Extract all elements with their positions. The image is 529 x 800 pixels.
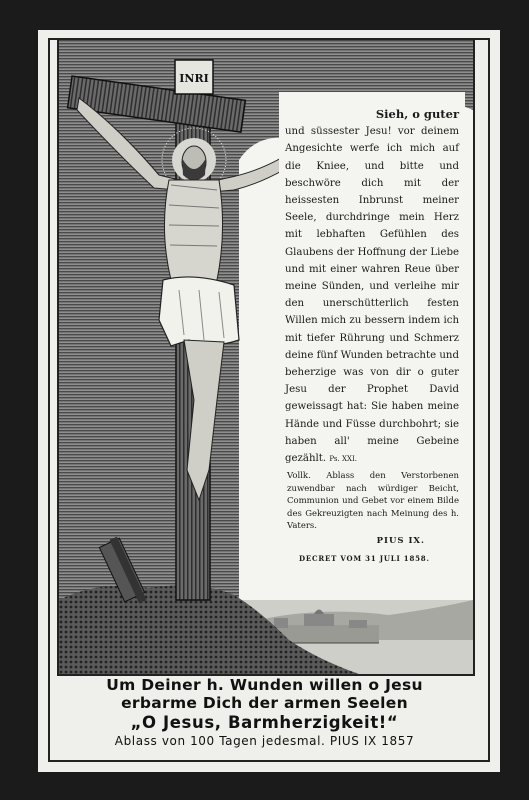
- prayer-panel: [279, 92, 465, 584]
- indulgence-text: Vollk. Ablass den Verstorbenen zuwendbar nach würdiger Beicht, Communion und Gebet vor einem Bilde des Gekreuzigten nach Meinung des h. Vaters.: [287, 471, 459, 532]
- caption-line-2: erbarme Dich der armen Seelen: [121, 694, 408, 712]
- prayer-opening: Sieh, o guter: [375, 107, 459, 121]
- psalm-reference: Ps. XXI.: [329, 455, 357, 464]
- prayer-body: und süssester Jesu! vor deinem Angesichte werfe ich mich auf die Kniee, und bitte und beschwöre dich mit der heissesten Inbrunst meiner Seele, durchdringe mein Herz mit lebhaften Gefühlen des Glaubens der Hoffnung der Liebe und mit einer wahren Reue über meine Sünden, und verleihe mir den unerschütterlich festen Willen mich zu bessern indem ich mit tiefer Rührung und Schmerz deine fünf Wunden betrachte und beherzige was von dir o guter Jesu der Prophet David geweissagt hat: Sie haben meine Hände und Füsse durchbohrt; sie haben all' meine Gebeine gezählt.: [285, 126, 459, 465]
- titulus-text: INRI: [179, 72, 209, 85]
- caption-line-1: Um Deiner h. Wunden willen o Jesu: [106, 676, 423, 694]
- caption-line-4: Ablass von 100 Tagen jedesmal. PIUS IX 1857: [114, 734, 415, 748]
- decree-date: DECRET VOM 31 JULI 1858.: [299, 554, 430, 563]
- caption: [40, 676, 489, 749]
- indulgence-pope: PIUS IX.: [376, 536, 425, 546]
- prayer-text: [285, 106, 459, 468]
- caption-line-3: „O Jesus, Barmherzigkeit!“: [130, 713, 399, 732]
